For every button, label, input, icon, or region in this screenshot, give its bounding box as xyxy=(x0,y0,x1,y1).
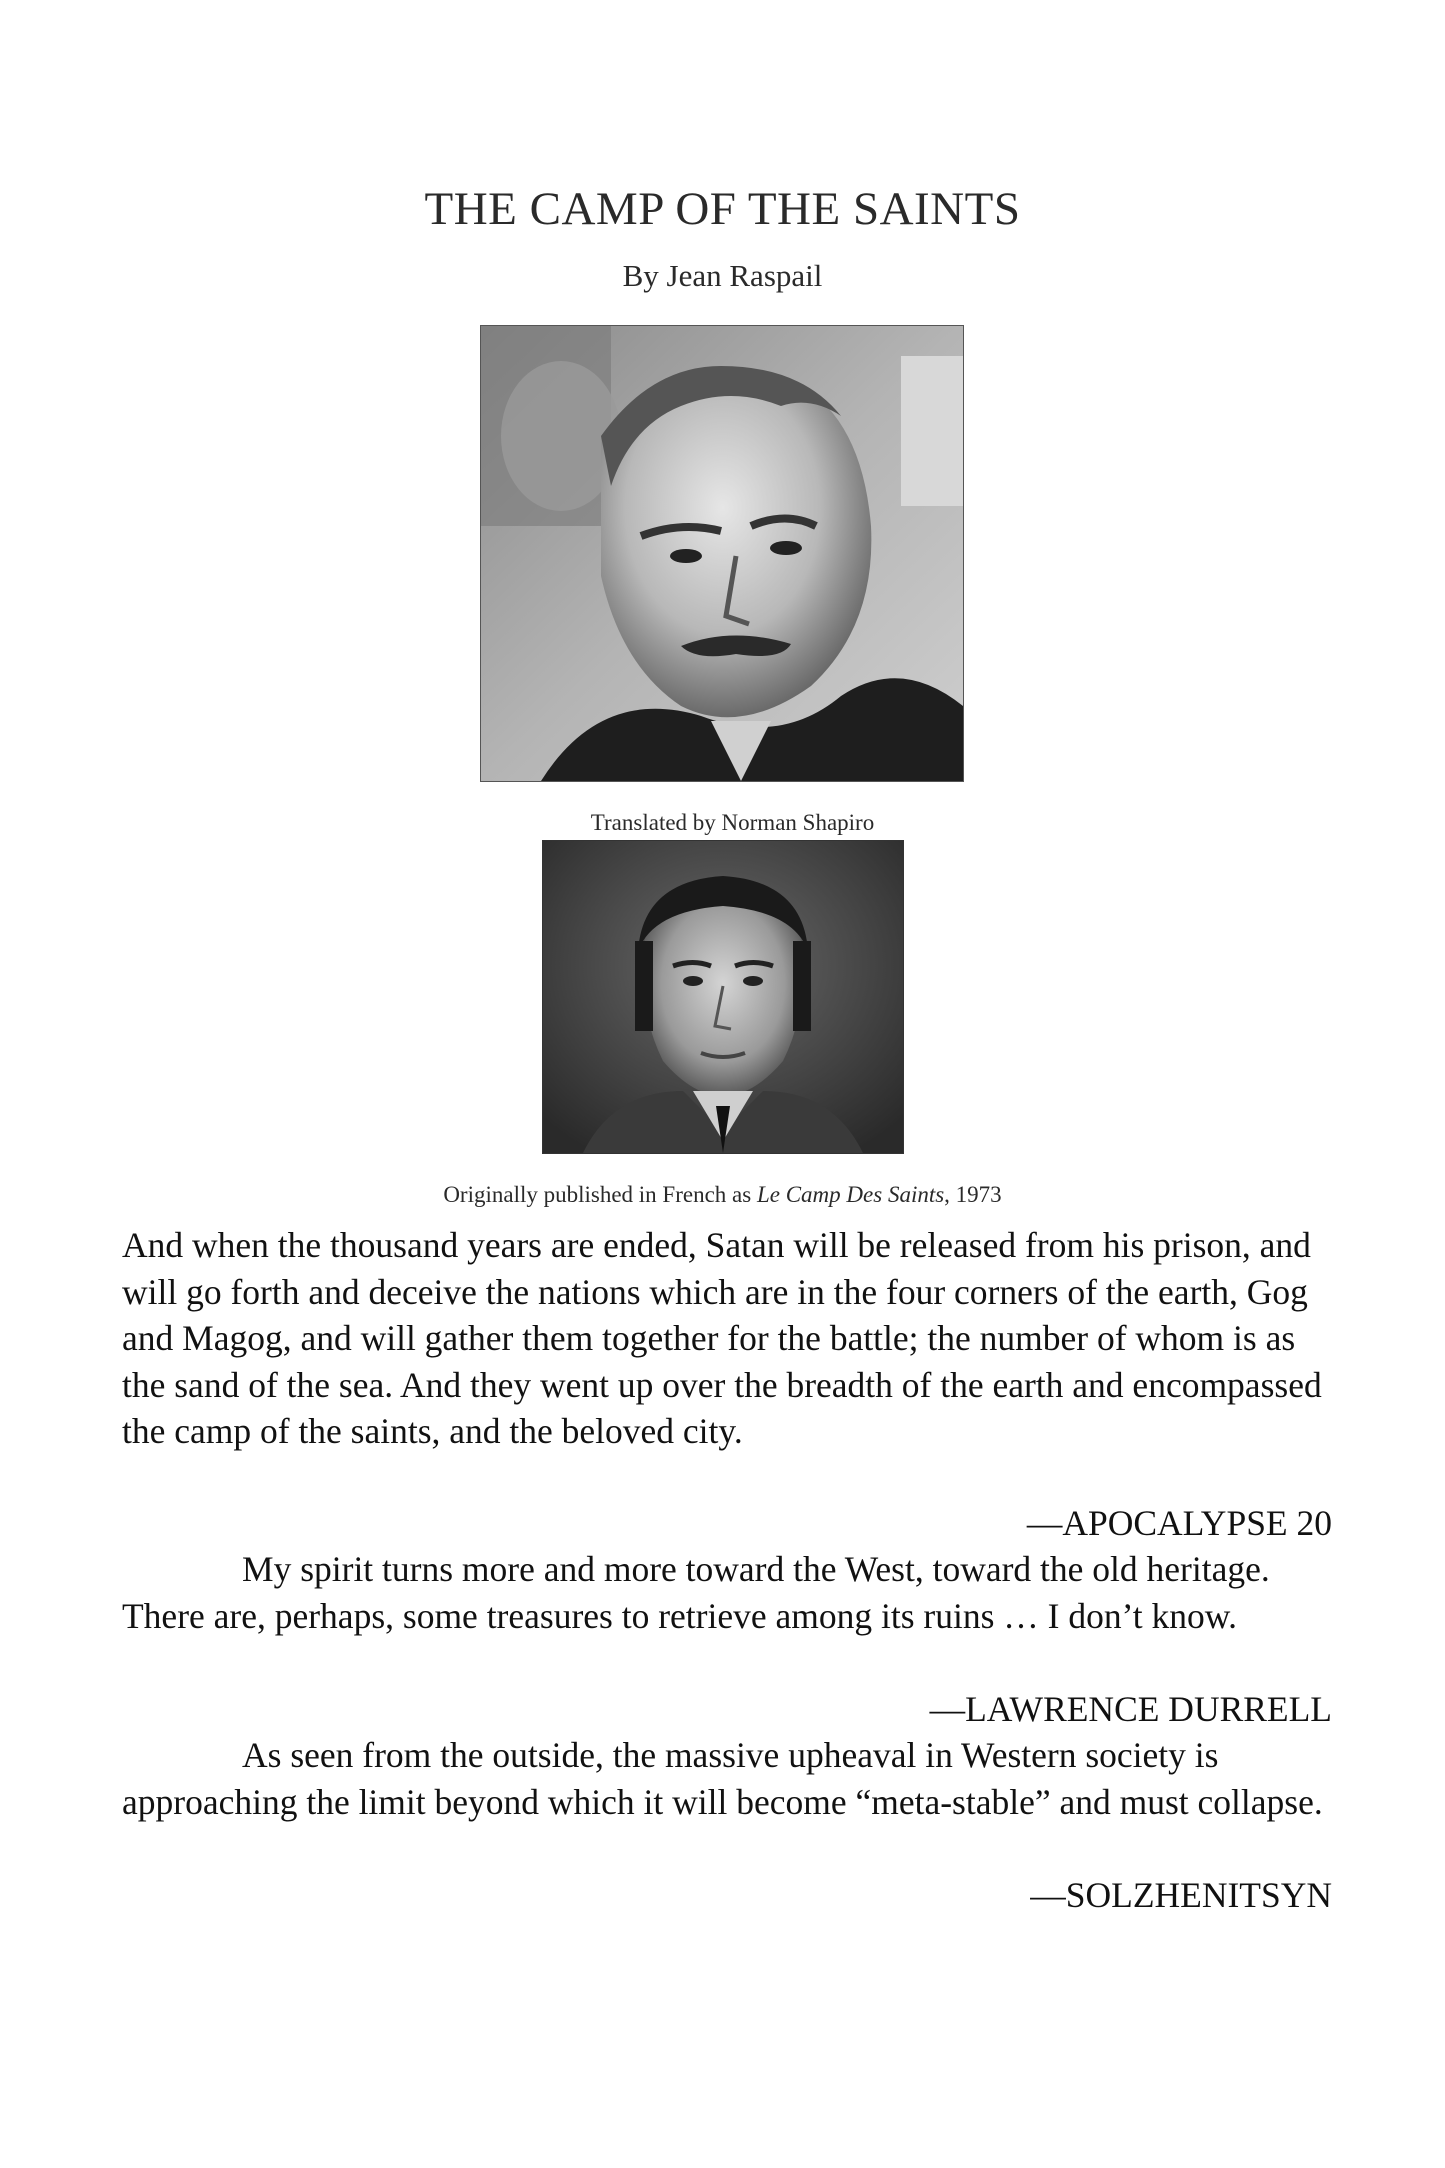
epigraph-attribution-apocalypse xyxy=(122,1500,1332,1547)
epigraph-attribution-durrell xyxy=(122,1686,1332,1733)
translator-portrait-image xyxy=(543,841,903,1153)
author-byline: By Jean Raspail xyxy=(622,258,823,293)
epigraph-text: As seen from the outside, the massive upheaval in Western society is approaching the limit beyond which it will become “meta-stable” and must collapse. xyxy=(122,1735,1323,1822)
epigraph-attribution: —SOLZHENITSYN xyxy=(1030,1875,1332,1915)
original-publication-caption xyxy=(0,1182,1445,1208)
epigraph-attribution-solzhenitsyn xyxy=(122,1872,1332,1919)
author-portrait-photo xyxy=(480,325,964,782)
epigraph-text: My spirit turns more and more toward the West, toward the old heritage. There are, perhaps, some treasures to retrieve among its ruins … I don’t know. xyxy=(122,1549,1270,1636)
author-portrait-image xyxy=(481,326,963,781)
epigraph-attribution: —LAWRENCE DURRELL xyxy=(929,1689,1332,1729)
epigraph-apocalypse xyxy=(122,1222,1332,1455)
original-caption-title: Le Camp Des Saints xyxy=(756,1182,945,1207)
translator-portrait-photo xyxy=(542,840,904,1154)
book-title: THE CAMP OF THE SAINTS xyxy=(424,183,1021,235)
epigraph-attribution: —APOCALYPSE 20 xyxy=(1026,1503,1332,1543)
epigraph-solzhenitsyn xyxy=(122,1732,1332,1825)
translator-caption: Translated by Norman Shapiro xyxy=(590,810,875,835)
original-caption-suffix: , 1973 xyxy=(944,1182,1002,1207)
epigraph-text: And when the thousand years are ended, Satan will be released from his prison, and will go forth and deceive the nations which are in the four corners of the earth, Gog and Magog, and will gather them together for the battle; the number of whom is as the sand of the sea. And they went up over the breadth of the earth and encompassed the camp of the saints, and the beloved city. xyxy=(122,1225,1322,1451)
epigraph-durrell xyxy=(122,1546,1332,1639)
original-caption-prefix: Originally published in French as xyxy=(443,1182,757,1207)
